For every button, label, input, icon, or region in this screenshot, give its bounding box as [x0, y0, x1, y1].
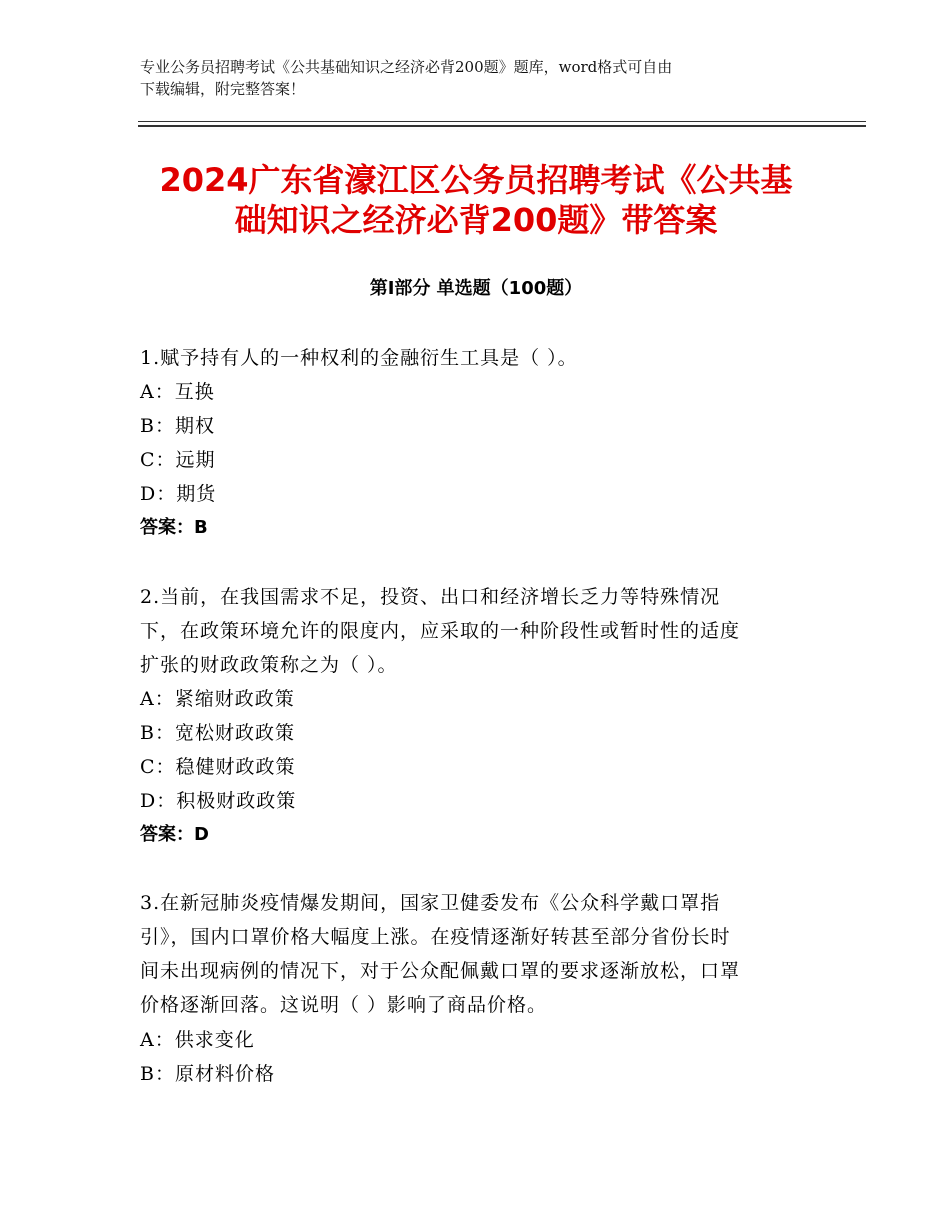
option-b: B：期权: [140, 415, 215, 437]
question-line: 引》，国内口罩价格大幅度上涨。在疫情逐渐好转甚至部分省份长时: [140, 926, 731, 948]
option-b: B：原材料价格: [140, 1063, 275, 1085]
option-a: A：紧缩财政政策: [140, 688, 295, 710]
option-d: D：期货: [140, 483, 217, 505]
header-divider-thick: [138, 125, 866, 127]
question-text: [140, 886, 808, 1022]
question-line: 价格逐渐回落。这说明（ ）影响了商品价格。: [140, 994, 548, 1016]
question-line: 扩张的财政政策称之为（ ）。: [140, 654, 398, 676]
document-title: [120, 160, 832, 240]
document-title-line-1: 2024广东省濠江区公务员招聘考试《公共基: [159, 161, 793, 199]
option-a: A：互换: [140, 381, 215, 403]
option-b: B：宽松财政政策: [140, 722, 295, 744]
question-text: [140, 580, 808, 682]
header-note: [140, 56, 810, 100]
question-text: [140, 341, 808, 375]
question-line: 2.当前，在我国需求不足，投资、出口和经济增长乏力等特殊情况: [140, 586, 721, 608]
document-title-line-2: 础知识之经济必背200题》带答案: [234, 201, 718, 239]
header-note-line-1: 专业公务员招聘考试《公共基础知识之经济必背200题》题库，word格式可自由: [140, 58, 673, 76]
question-line: 下，在政策环境允许的限度内，应采取的一种阶段性或暂时性的适度: [140, 620, 741, 642]
section-heading: 第Ⅰ部分 单选题（100题）: [369, 278, 583, 299]
answer-label: 答案：D: [140, 824, 209, 845]
option-d: D：积极财政政策: [140, 790, 297, 812]
question-line: 1.赋予持有人的一种权利的金融衍生工具是（ ）。: [140, 347, 578, 369]
question-line: 间未出现病例的情况下，对于公众配佩戴口罩的要求逐渐放松，口罩: [140, 960, 741, 982]
option-c: C：稳健财政政策: [140, 756, 296, 778]
header-note-line-2: 下载编辑，附完整答案！: [140, 80, 306, 98]
option-a: A：供求变化: [140, 1029, 255, 1051]
option-c: C：远期: [140, 449, 216, 471]
answer-label: 答案：B: [140, 517, 208, 538]
question-line: 3.在新冠肺炎疫情爆发期间，国家卫健委发布《公众科学戴口罩指: [140, 892, 721, 914]
header-divider-thin: [138, 121, 866, 122]
